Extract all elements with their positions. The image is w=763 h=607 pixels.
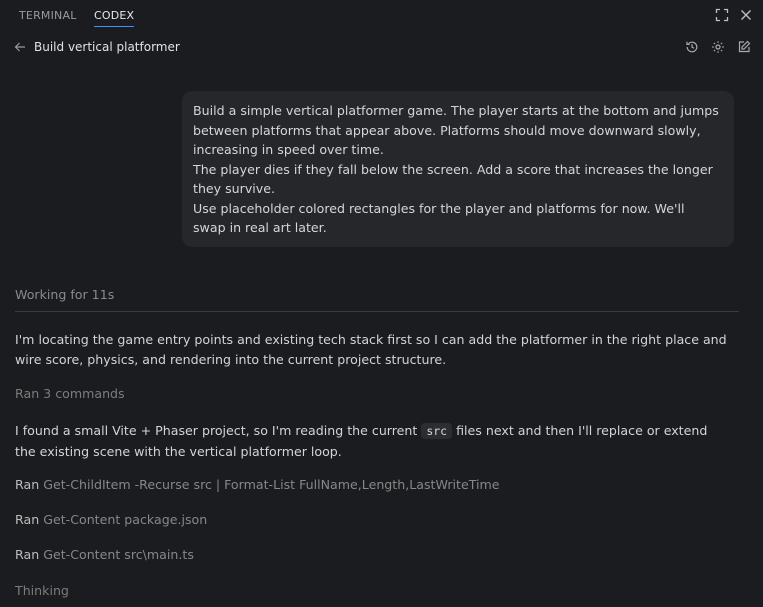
panel-tabs	[0, 0, 763, 30]
assistant-message	[15, 421, 731, 461]
command-entry[interactable]	[15, 477, 500, 492]
tab-terminal[interactable]: TERMINAL	[19, 9, 77, 22]
tab-codex[interactable]	[94, 9, 134, 22]
command-prefix: Ran	[15, 512, 40, 527]
back-arrow-icon[interactable]	[13, 40, 27, 54]
command-text: Get-ChildItem -Recurse src | Format-List FullName,Length,LastWriteTime	[43, 477, 500, 492]
conversation-header	[0, 38, 763, 58]
thinking-status: Thinking	[15, 583, 69, 598]
message-text: files next and then I'll replace or extend the existing scene with the vertical platformer loop.	[15, 423, 708, 459]
command-entry[interactable]	[15, 547, 194, 562]
ran-commands-summary[interactable]: Ran 3 commands	[15, 386, 125, 401]
command-entry[interactable]	[15, 512, 207, 527]
command-text: Get-Content package.json	[43, 512, 208, 527]
close-icon[interactable]	[739, 8, 753, 22]
command-prefix: Ran	[15, 547, 40, 562]
user-message-line: The player dies if they fall below the screen. Add a score that increases the longer they survive.	[193, 161, 713, 196]
inline-code: src	[421, 423, 452, 439]
header-actions	[685, 40, 751, 54]
working-status[interactable]: Working for 11s	[15, 287, 115, 302]
assistant-message: I'm locating the game entry points and existing tech stack first so I can add the platformer in the right place and wire score, physics, and rendering into the current project structure.	[15, 332, 727, 367]
tab-codex-label: CODEX	[94, 9, 135, 22]
active-tab-indicator	[94, 26, 134, 27]
command-text: Get-Content src\main.ts	[43, 547, 194, 562]
divider	[15, 311, 739, 312]
new-chat-icon[interactable]	[737, 40, 751, 54]
command-prefix: Ran	[15, 477, 40, 492]
settings-icon[interactable]	[711, 40, 725, 54]
page-title: Build vertical platformer	[34, 40, 180, 54]
maximize-icon[interactable]	[715, 8, 729, 22]
user-message-line: Use placeholder colored rectangles for the player and platforms for now. We'll swap in real art later.	[193, 200, 685, 235]
window-controls	[715, 8, 753, 22]
history-icon[interactable]	[685, 40, 699, 54]
message-text: I found a small Vite + Phaser project, so I'm reading the current	[15, 423, 422, 438]
user-message-bubble	[182, 91, 734, 247]
user-message-line: Build a simple vertical platformer game. The player starts at the bottom and jumps between platforms that appear above. Platforms should move downward slowly, increasing in speed over time.	[193, 103, 719, 157]
